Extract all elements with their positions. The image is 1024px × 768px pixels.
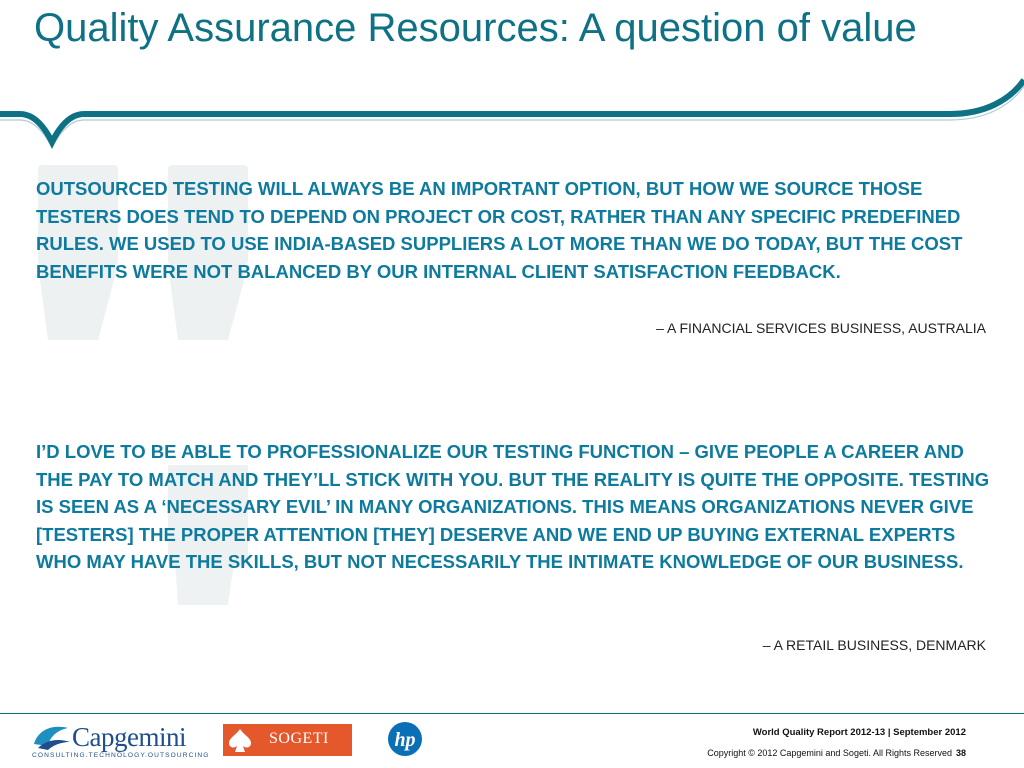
- hp-wordmark: hp: [394, 729, 416, 751]
- capgemini-logo: [32, 720, 210, 760]
- hp-logo-icon: [387, 721, 423, 757]
- page-number: 38: [955, 748, 966, 758]
- report-label: World Quality Report 2012-13 | September 2012: [752, 727, 966, 738]
- quote-2-attribution: – A RETAIL BUSINESS, DENMARK: [762, 637, 986, 653]
- quote-1-text: OUTSOURCED TESTING WILL ALWAYS BE AN IMPORTANT OPTION, BUT HOW WE SOURCE THOSE TESTERS DOES TEND TO DEPEND ON PROJECT OR COST, RATHER THAN ANY SPECIFIC PREDEFINED RULES. WE USED TO USE INDIA-BASED SUPPLIERS A LOT MORE THAN WE DO TODAY, BUT THE COST BENEFITS WERE NOT BALANCED BY OUR INTERNAL CLIENT SATISFACTION FEEDBACK.: [36, 178, 963, 282]
- capgemini-wordmark: Capgemini: [72, 722, 186, 752]
- capgemini-tagline: CONSULTING.TECHNOLOGY.OUTSOURCING: [32, 752, 210, 759]
- capgemini-logo-icon: [32, 722, 72, 752]
- footer-divider: [0, 713, 1024, 714]
- quote-1-attribution: – A FINANCIAL SERVICES BUSINESS, AUSTRALIA: [656, 320, 986, 336]
- quote-2-text: I’D LOVE TO BE ABLE TO PROFESSIONALIZE OUR TESTING FUNCTION – GIVE PEOPLE A CAREER AND THE PAY TO MATCH AND THEY’LL STICK WITH YOU. BUT THE REALITY IS QUITE THE OPPOSITE. TESTING IS SEEN AS A ‘NECESSARY EVIL’ IN MANY ORGANIZATIONS. THIS MEANS ORGANIZATIONS NEVER GIVE [TESTERS] THE PROPER ATTENTION [THEY] DESERVE AND WE END UP BUYING EXTERNAL EXPERTS WHO MAY HAVE THE SKILLS, BUT NOT NECESSARILY THE INTIMATE KNOWLEDGE OF OUR BUSINESS.: [36, 441, 990, 572]
- copyright-text: Copyright © 2012 Capgemini and Sogeti. All Rights Reserved: [707, 748, 952, 758]
- sogeti-wordmark: SOGETI: [269, 730, 329, 747]
- page-title: Quality Assurance Resources: A question of value: [34, 6, 917, 50]
- sogeti-logo: [223, 724, 352, 756]
- sogeti-spade-icon: [226, 726, 254, 754]
